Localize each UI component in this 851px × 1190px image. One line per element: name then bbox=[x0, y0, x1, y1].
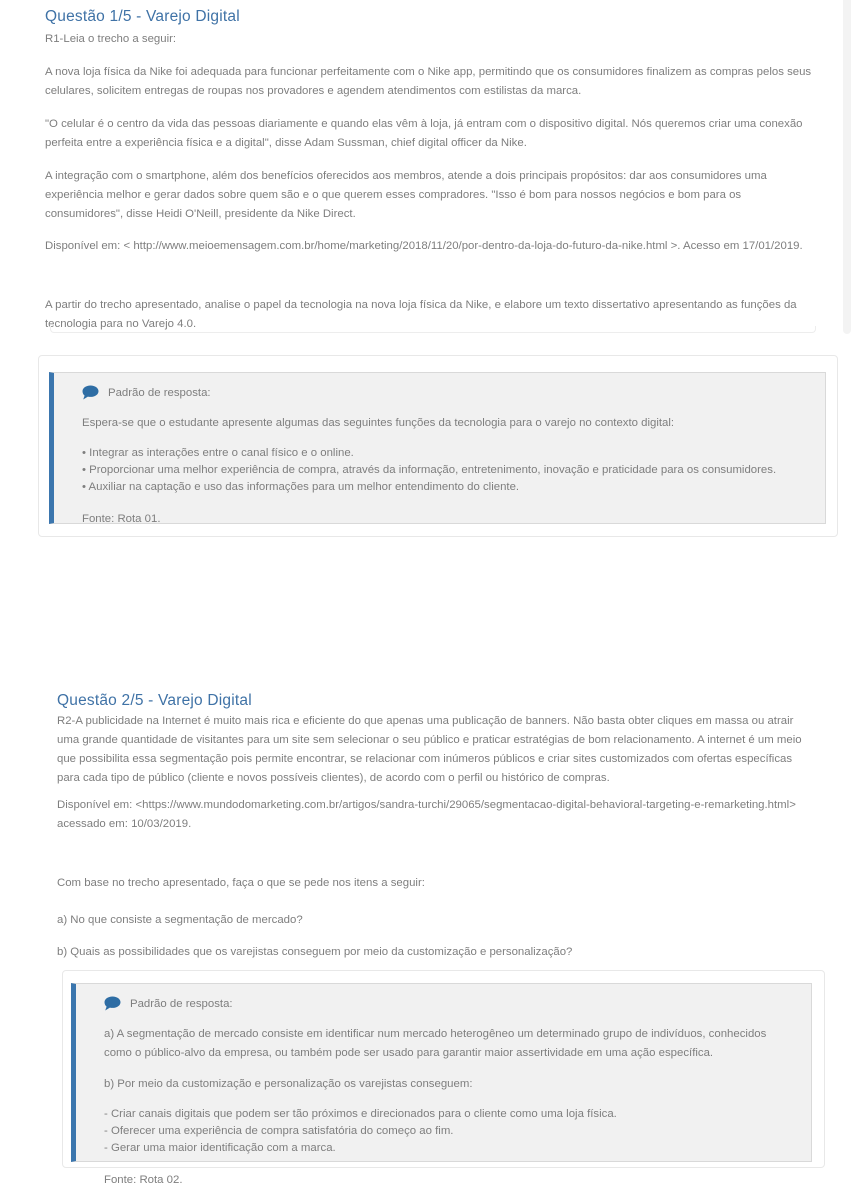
question-2-item-a: a) No que consiste a segmentação de mercado? bbox=[57, 914, 303, 926]
question-1-title: Questão 1/5 - Varejo Digital bbox=[45, 8, 240, 25]
answer-1-source: Fonte: Rota 01. bbox=[82, 513, 161, 525]
answer-2-items bbox=[104, 1106, 795, 1157]
question-1-intro: R1-Leia o trecho a seguir: bbox=[45, 33, 177, 45]
answer-1-header bbox=[82, 385, 809, 400]
question-2-source-link: Disponível em: <https://www.mundodomarketing.com.br/artigos/sandra-turchi/29065/segmentacao-digital-behavioral-targeting-e-remarketing.html> acessado em: 10/03/2019. bbox=[57, 799, 796, 830]
answer-1-item: • Integrar as interações entre o canal físico e o online. bbox=[82, 447, 354, 459]
answer-2-item: - Gerar uma maior identificação com a marca. bbox=[104, 1142, 336, 1154]
scrollbar-thumb[interactable] bbox=[843, 0, 851, 334]
question-2-paragraph: R2-A publicidade na Internet é muito mais rica e eficiente do que apenas uma publicação de banners. Não basta obter cliques em massa ou atrair uma grande quantidade de visitantes para um site sem selecionar o seu público e praticar estratégias de bom relacionamento. A internet é um meio que possibilita essa segmentação pois permite encontrar, se relacionar com inúmeros públicos e criar sites customizados com ofertas específicas para cada tipo de público (cliente e novos possíveis clientes), de acordo com o perfil ou histórico de compras. bbox=[57, 715, 802, 784]
question-1-section bbox=[45, 8, 815, 334]
question-1-paragraph: A integração com o smartphone, além dos benefícios oferecidos aos membros, atende a dois principais propósitos: dar aos consumidores uma experiência melhor e gerar dados sobre quem são e o que querem esses compradores. "Isso é bom para nossos negócios e bom para os consumidores", disse Heidi O'Neill, presidente da Nike Direct. bbox=[45, 170, 767, 220]
answer-2-item: - Criar canais digitais que podem ser tão próximos e direcionados para o cliente como uma loja física. bbox=[104, 1108, 617, 1120]
speech-bubble-icon bbox=[104, 996, 121, 1011]
answer-2-item-a: a) A segmentação de mercado consiste em identificar num mercado heterogêneo um determinado grupo de indivíduos, conhecidos como o público-alvo da empresa, ou também pode ser usado para garantir maior assertividade em uma ação específica. bbox=[104, 1028, 767, 1059]
question-1-source-link: Disponível em: < http://www.meioemensagem.com.br/home/marketing/2018/11/20/por-dentro-da-loja-do-futuro-da-nike.html >. Acesso em 17/01/2019. bbox=[45, 240, 803, 252]
question-2-item-b: b) Quais as possibilidades que os varejistas conseguem por meio da customização e personalização? bbox=[57, 946, 573, 958]
answer-card-2 bbox=[62, 970, 825, 1186]
answer-1-item: • Proporcionar uma melhor experiência de compra, através da informação, entretenimento, inovação e praticidade para os consumidores. bbox=[82, 464, 777, 476]
question-1-task: A partir do trecho apresentado, analise o papel da tecnologia na nova loja física da Nike, e elabore um texto dissertativo apresentando as funções da tecnologia para no Varejo 4.0. bbox=[45, 299, 797, 330]
standard-answer-box-1 bbox=[49, 372, 826, 524]
question-1-paragraph: A nova loja física da Nike foi adequada para funcionar perfeitamente com o Nike app, permitindo que os consumidores finalizem as compras pelos seus celulares, solicitem entregas de roupas nos provadores e agendem atendimentos com estilistas da marca. bbox=[45, 66, 812, 97]
answer-1-item: • Auxiliar na captação e uso das informações para um melhor entendimento do cliente. bbox=[82, 481, 520, 493]
answer-2-label: Padrão de resposta: bbox=[130, 997, 233, 1010]
answer-2-item: - Oferecer uma experiência de compra satisfatória do começo ao fim. bbox=[104, 1125, 454, 1137]
answer-2-item-b: b) Por meio da customização e personalização os varejistas conseguem: bbox=[104, 1078, 473, 1090]
question-2-title: Questão 2/5 - Varejo Digital bbox=[57, 692, 252, 709]
answer-1-label: Padrão de resposta: bbox=[108, 386, 211, 399]
question-1-paragraph: "O celular é o centro da vida das pessoas diariamente e quando elas vêm à loja, já entram com o dispositivo digital. Nós queremos criar uma conexão perfeita entre a experiência física e a digital", disse Adam Sussman, chief digital officer da Nike. bbox=[45, 118, 803, 149]
question-1-card-edge bbox=[50, 326, 816, 333]
question-2-task: Com base no trecho apresentado, faça o que se pede nos itens a seguir: bbox=[57, 877, 425, 889]
answer-2-source: Fonte: Rota 02. bbox=[104, 1174, 183, 1186]
answer-1-items bbox=[82, 445, 809, 496]
standard-answer-box-2 bbox=[71, 983, 812, 1186]
speech-bubble-icon bbox=[82, 385, 99, 400]
answer-card-1 bbox=[38, 355, 838, 537]
question-2-section bbox=[57, 692, 814, 962]
answer-2-header bbox=[104, 996, 795, 1011]
answer-1-intro: Espera-se que o estudante apresente algumas das seguintes funções da tecnologia para o varejo no contexto digital: bbox=[82, 417, 675, 429]
